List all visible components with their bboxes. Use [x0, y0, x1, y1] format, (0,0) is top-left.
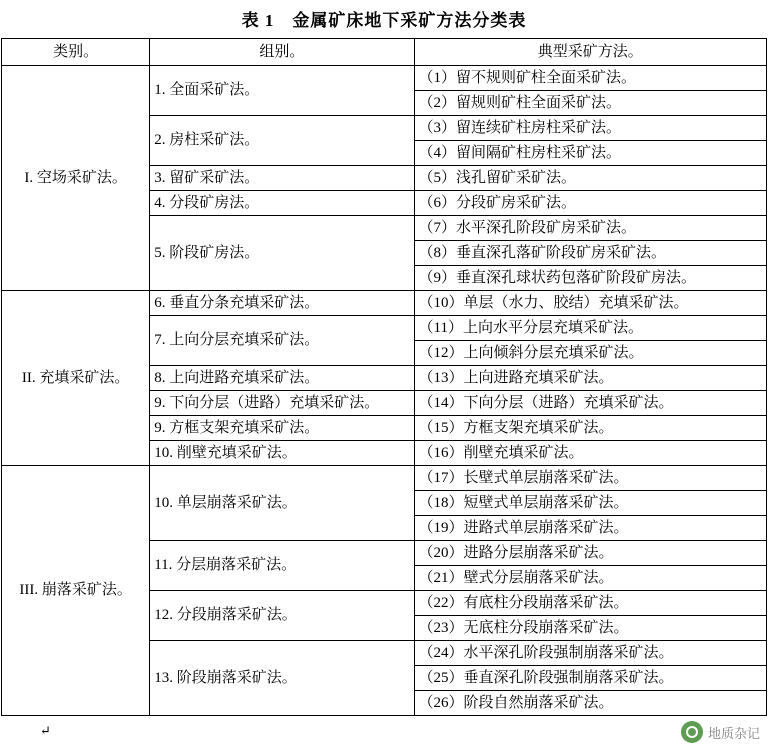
paragraph-mark: ↵	[40, 723, 51, 738]
method-cell: （16）削壁充填采矿法。	[414, 441, 766, 466]
category-cell: I. 空场采矿法。	[2, 66, 150, 291]
circle-logo-icon	[681, 721, 703, 743]
group-cell: 5. 阶段矿房法。	[150, 216, 414, 291]
method-cell: （18）短壁式单层崩落采矿法。	[414, 491, 766, 516]
watermark	[681, 721, 760, 743]
method-cell: （21）壁式分层崩落采矿法。	[414, 566, 766, 591]
group-cell: 9. 方框支架充填采矿法。	[150, 416, 414, 441]
method-cell: （4）留间隔矿柱房柱采矿法。	[414, 141, 766, 166]
group-cell: 11. 分层崩落采矿法。	[150, 541, 414, 591]
column-header-group: 组别。	[150, 39, 414, 66]
method-cell: （5）浅孔留矿采矿法。	[414, 166, 766, 191]
column-header-method: 典型采矿方法。	[414, 39, 766, 66]
group-cell: 2. 房柱采矿法。	[150, 116, 414, 166]
method-cell: （14）下向分层（进路）充填采矿法。	[414, 391, 766, 416]
mining-methods-table	[1, 38, 767, 716]
group-cell: 10. 削壁充填采矿法。	[150, 441, 414, 466]
method-cell: （9）垂直深孔球状药包落矿阶段矿房法。	[414, 266, 766, 291]
watermark-label: 地质杂记	[707, 725, 760, 741]
method-cell: （10）单层（水力、胶结）充填采矿法。	[414, 291, 766, 316]
page-title: 表 1 金属矿床地下采矿方法分类表	[241, 11, 527, 30]
category-cell: II. 充填采矿法。	[2, 291, 150, 466]
group-cell: 12. 分段崩落采矿法。	[150, 591, 414, 641]
method-cell: （12）上向倾斜分层充填采矿法。	[414, 341, 766, 366]
method-cell: （8）垂直深孔落矿阶段矿房采矿法。	[414, 241, 766, 266]
group-cell: 9. 下向分层（进路）充填采矿法。	[150, 391, 414, 416]
column-header-category: 类别。	[2, 39, 150, 66]
method-cell: （15）方框支架充填采矿法。	[414, 416, 766, 441]
method-cell: （7）水平深孔阶段矿房采矿法。	[414, 216, 766, 241]
table-row	[2, 66, 767, 91]
method-cell: （20）进路分层崩落采矿法。	[414, 541, 766, 566]
method-cell: （24）水平深孔阶段强制崩落采矿法。	[414, 641, 766, 666]
category-cell: III. 崩落采矿法。	[2, 466, 150, 716]
group-cell: 4. 分段矿房法。	[150, 191, 414, 216]
group-cell: 3. 留矿采矿法。	[150, 166, 414, 191]
group-cell: 8. 上向进路充填采矿法。	[150, 366, 414, 391]
group-cell: 7. 上向分层充填采矿法。	[150, 316, 414, 366]
group-cell: 13. 阶段崩落采矿法。	[150, 641, 414, 716]
method-cell: （17）长壁式单层崩落采矿法。	[414, 466, 766, 491]
method-cell: （6）分段矿房采矿法。	[414, 191, 766, 216]
group-cell: 1. 全面采矿法。	[150, 66, 414, 116]
method-cell: （26）阶段自然崩落采矿法。	[414, 691, 766, 716]
group-cell: 10. 单层崩落采矿法。	[150, 466, 414, 541]
method-cell: （13）上向进路充填采矿法。	[414, 366, 766, 391]
method-cell: （22）有底柱分段崩落采矿法。	[414, 591, 766, 616]
table-row	[2, 466, 767, 491]
method-cell: （11）上向水平分层充填采矿法。	[414, 316, 766, 341]
method-cell: （1）留不规则矿柱全面采矿法。	[414, 66, 766, 91]
table-header-row	[2, 39, 767, 66]
method-cell: （25）垂直深孔阶段强制崩落采矿法。	[414, 666, 766, 691]
group-cell: 6. 垂直分条充填采矿法。	[150, 291, 414, 316]
method-cell: （3）留连续矿柱房柱采矿法。	[414, 116, 766, 141]
table-row	[2, 291, 767, 316]
method-cell: （2）留规则矿柱全面采矿法。	[414, 91, 766, 116]
method-cell: （19）进路式单层崩落采矿法。	[414, 516, 766, 541]
method-cell: （23）无底柱分段崩落采矿法。	[414, 616, 766, 641]
